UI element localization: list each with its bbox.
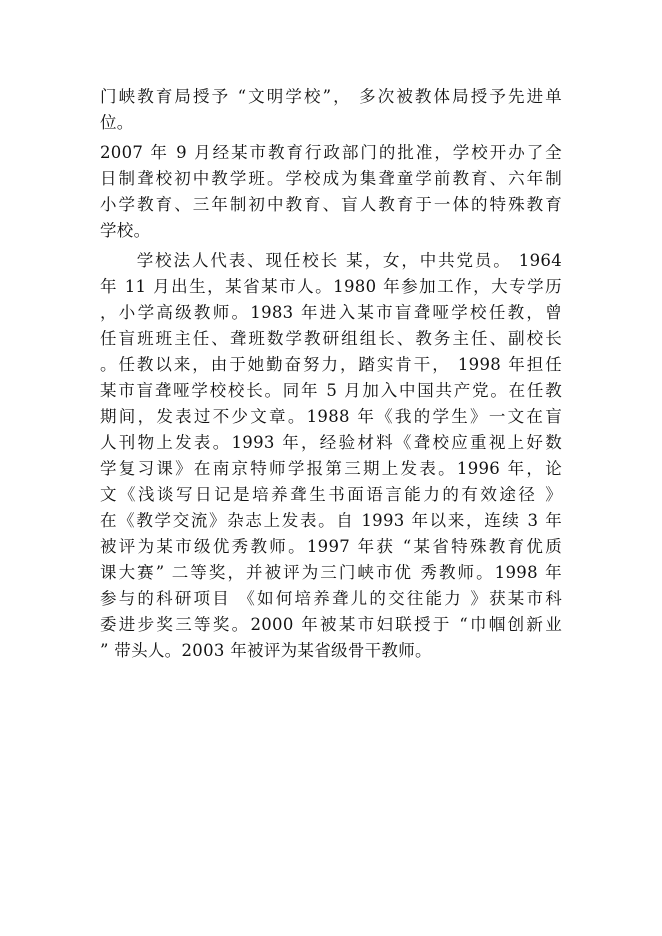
text-line: 期间，发表过不少文章。1988 年《我的学生》一文在盲: [100, 407, 562, 426]
text-line: 参与的科研项目 《如何培养聋儿的交往能力 》获某市科: [100, 589, 562, 608]
text-line: ” 带头人。2003 年被评为某省级骨干教师。: [100, 641, 432, 660]
text-line: 日制聋校初中教学班。学校成为集聋童学前教育、六年制: [100, 169, 562, 188]
text-line: 学校法人代表、现任校长 某，女，中共党员。 1964: [100, 251, 562, 270]
text-line: ，小学高级教师。1983 年进入某市盲聋哑学校任教，曾: [100, 303, 562, 322]
text-line: 学校。: [100, 221, 151, 240]
document-body: [100, 84, 562, 664]
text-line: 某市盲聋哑学校校长。同年 5 月加入中国共产党。在任教: [100, 381, 562, 400]
text-line: 。任教以来，由于她勤奋努力，踏实肯干， 1998 年担任: [100, 355, 562, 374]
text-line: 门峡教育局授予 “文明学校”， 多次被教体局授予先进单: [100, 87, 562, 106]
text-line: 委进步奖三等奖。2000 年被某市妇联授于 “巾帼创新业: [100, 615, 562, 634]
text-line: 2007 年 9 月经某市教育行政部门的批准，学校开办了全: [100, 143, 562, 162]
text-line: 任盲班班主任、聋班数学教研组组长、教务主任、副校长: [100, 329, 562, 348]
text-line: 位。: [100, 113, 134, 132]
text-line: 小学教育、三年制初中教育、盲人教育于一体的特殊教育: [100, 195, 562, 214]
text-line: 年 11 月出生，某省某市人。1980 年参加工作，大专学历: [100, 277, 562, 296]
text-line: 人刊物上发表。1993 年，经验材料《聋校应重视上好数: [100, 433, 562, 452]
text-line: 课大赛” 二等奖，并被评为三门峡市优 秀教师。1998 年: [100, 563, 562, 582]
text-line: 文《浅谈写日记是培养聋生书面语言能力的有效途径 》: [100, 485, 562, 504]
text-line: 在《教学交流》杂志上发表。自 1993 年以来，连续 3 年: [100, 511, 562, 530]
text-line: 被评为某市级优秀教师。1997 年获 “某省特殊教育优质: [100, 537, 562, 556]
text-line: 学复习课》在南京特师学报第三期上发表。1996 年，论: [100, 459, 562, 478]
